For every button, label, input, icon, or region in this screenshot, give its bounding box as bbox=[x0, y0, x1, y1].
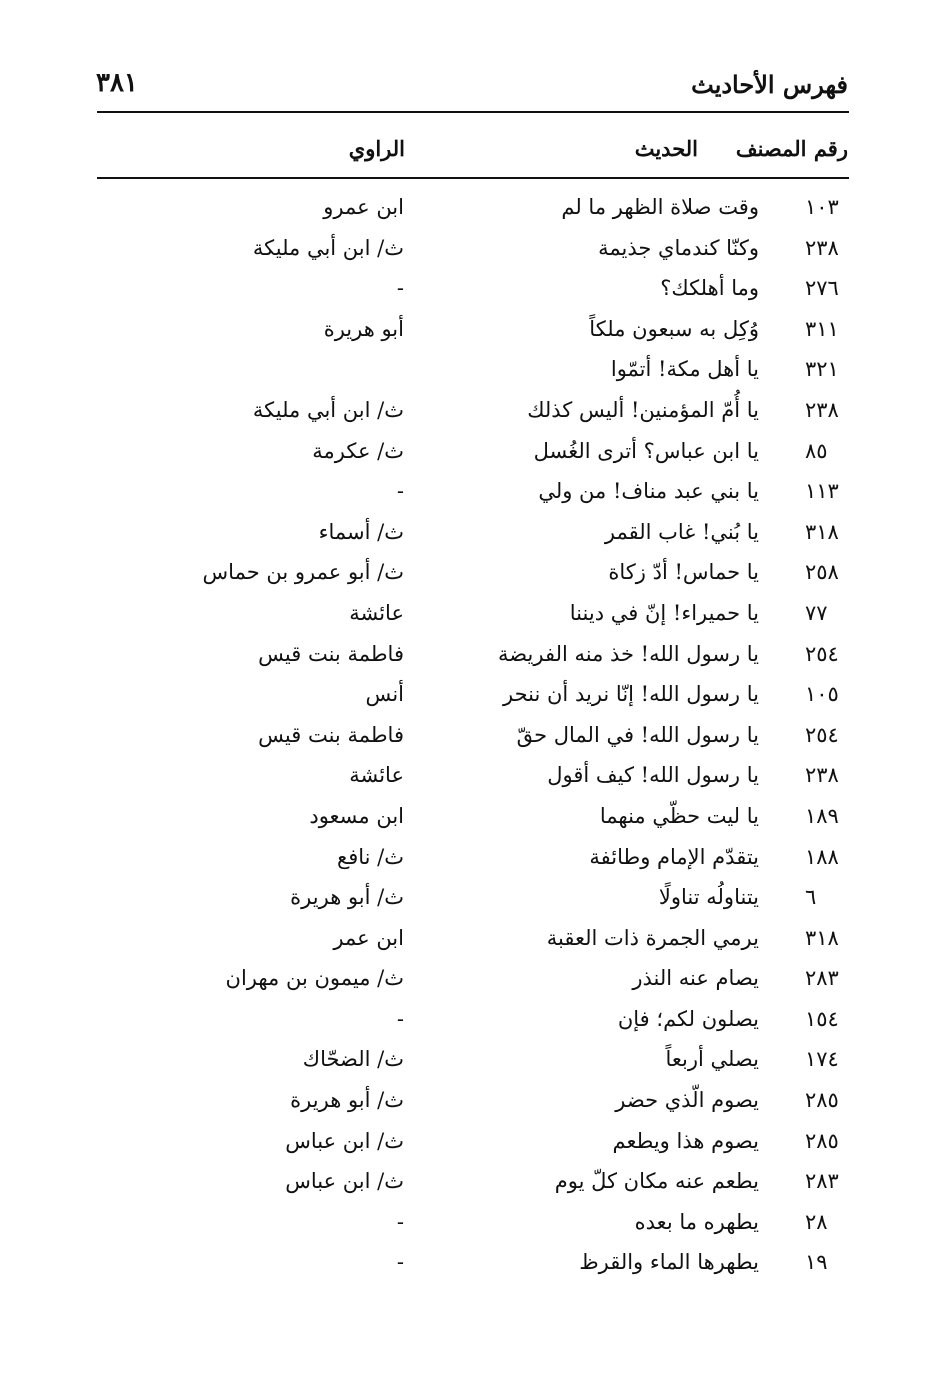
index-row bbox=[97, 1081, 849, 1122]
page-number: ٣٨١ bbox=[96, 68, 138, 98]
header-rule bbox=[97, 111, 849, 113]
row-hadith: يا ليت حظّي منهما bbox=[599, 803, 759, 828]
row-hadith: يتقدّم الإمام وطائفة bbox=[589, 844, 759, 869]
row-hadith: وما أهلكك؟ bbox=[660, 276, 759, 301]
row-number: ١٨٩ bbox=[805, 803, 839, 828]
index-row bbox=[97, 553, 849, 594]
column-header-hadith: الحديث bbox=[634, 136, 698, 161]
index-row bbox=[97, 391, 849, 432]
row-narrator: عائشة bbox=[349, 600, 404, 625]
row-hadith: وُكِل به سبعون ملكاً bbox=[589, 316, 759, 341]
hadith-index-list bbox=[97, 188, 849, 1284]
row-hadith: يصلون لكم؛ فإن bbox=[617, 1006, 759, 1031]
row-number: ١٧٤ bbox=[805, 1047, 839, 1072]
row-hadith: يا رسول الله! خذ منه الفريضة bbox=[498, 641, 759, 666]
row-number: ٧٧ bbox=[805, 600, 828, 625]
row-number: ٢٨٣ bbox=[805, 1169, 839, 1194]
row-narrator: ث/ ابن أبي مليكة bbox=[252, 397, 404, 422]
row-hadith: يطهره ما بعده bbox=[634, 1209, 759, 1234]
row-narrator: فاطمة بنت قيس bbox=[258, 722, 404, 747]
index-row bbox=[97, 350, 849, 391]
row-number: ١٠٣ bbox=[805, 195, 839, 219]
index-row bbox=[97, 472, 849, 513]
row-number: ١٥٤ bbox=[805, 1006, 839, 1031]
row-number: ١١٣ bbox=[805, 479, 839, 504]
row-narrator: ث/ ميمون بن مهران bbox=[225, 966, 404, 991]
row-hadith: يا بني عبد مناف! من ولي bbox=[538, 479, 759, 504]
index-row bbox=[97, 269, 849, 310]
row-hadith: يصام عنه النذر bbox=[632, 966, 759, 991]
row-narrator: أنس bbox=[365, 682, 404, 707]
row-narrator: ث/ نافع bbox=[337, 844, 404, 869]
index-row bbox=[97, 959, 849, 1000]
row-number: ٢٣٨ bbox=[805, 397, 839, 422]
row-number: ٨٥ bbox=[805, 438, 828, 463]
row-hadith: يتناولُه تناولًا bbox=[658, 885, 759, 910]
row-narrator: ث/ الضحّاك bbox=[302, 1047, 404, 1072]
row-hadith: يا أهل مكة! أتمّوا bbox=[610, 357, 759, 382]
row-hadith: يا حماس! أدّ زكاة bbox=[608, 560, 759, 585]
index-row bbox=[97, 1243, 849, 1284]
row-number: ٣١٨ bbox=[805, 925, 839, 950]
row-narrator: ث/ أبو عمرو بن حماس bbox=[202, 560, 404, 585]
row-number: ٢٣٨ bbox=[805, 763, 839, 788]
index-row bbox=[97, 716, 849, 757]
row-number: ١٨٨ bbox=[805, 844, 839, 869]
row-hadith: يصلي أربعاً bbox=[665, 1047, 759, 1072]
index-row bbox=[97, 1122, 849, 1163]
row-hadith: وقت صلاة الظهر ما لم bbox=[561, 195, 759, 219]
row-narrator: ث/ ابن عباس bbox=[285, 1169, 404, 1194]
column-header-number: رقم المصنف bbox=[735, 136, 848, 161]
row-number: ٢٨٥ bbox=[805, 1128, 839, 1153]
index-row bbox=[97, 432, 849, 473]
index-row bbox=[97, 797, 849, 838]
row-narrator: - bbox=[396, 1250, 404, 1275]
row-narrator: ث/ ابن عباس bbox=[285, 1128, 404, 1153]
index-row bbox=[97, 188, 849, 229]
column-header-narrator: الراوي bbox=[348, 136, 405, 161]
index-row bbox=[97, 513, 849, 554]
index-row bbox=[97, 919, 849, 960]
running-title: فهرس الأحاديث bbox=[691, 70, 848, 99]
index-row bbox=[97, 878, 849, 919]
row-number: ١٩ bbox=[805, 1250, 828, 1275]
row-hadith: يا بُني! غاب القمر bbox=[604, 519, 759, 544]
row-number: ٣٢١ bbox=[805, 357, 839, 382]
index-row bbox=[97, 310, 849, 351]
row-hadith: يصوم الّذي حضر bbox=[615, 1088, 759, 1113]
row-hadith: يا رسول الله! في المال حقّ bbox=[516, 722, 759, 747]
row-narrator: - bbox=[396, 276, 404, 301]
row-narrator: - bbox=[396, 479, 404, 504]
row-narrator: ث/ ابن أبي مليكة bbox=[252, 235, 404, 260]
row-hadith: يا أُمّ المؤمنين! أليس كذلك bbox=[527, 397, 759, 422]
index-row bbox=[97, 1040, 849, 1081]
row-hadith: يا حميراء! إنّ في ديننا bbox=[569, 600, 759, 625]
row-narrator: ث/ أبو هريرة bbox=[290, 885, 404, 910]
index-row bbox=[97, 594, 849, 635]
row-hadith: يطهرها الماء والقرظ bbox=[579, 1250, 759, 1275]
row-hadith: وكنّا كندماي جذيمة bbox=[598, 235, 759, 260]
row-narrator: ث/ أبو هريرة bbox=[290, 1088, 404, 1113]
row-narrator: - bbox=[396, 1209, 404, 1234]
row-number: ١٠٥ bbox=[805, 682, 839, 707]
row-number: ٢٥٤ bbox=[805, 641, 839, 666]
row-narrator: عائشة bbox=[349, 763, 404, 788]
index-row bbox=[97, 756, 849, 797]
row-hadith: يرمي الجمرة ذات العقبة bbox=[546, 925, 759, 950]
row-hadith: يطعم عنه مكان كلّ يوم bbox=[554, 1169, 759, 1194]
row-number: ٢٥٤ bbox=[805, 722, 839, 747]
row-number: ٢٨٣ bbox=[805, 966, 839, 991]
row-number: ٢٨٥ bbox=[805, 1088, 839, 1113]
row-number: ٢٧٦ bbox=[805, 276, 839, 301]
row-number: ٦ bbox=[805, 885, 817, 910]
row-number: ٣١٨ bbox=[805, 519, 839, 544]
index-row bbox=[97, 229, 849, 270]
row-narrator: أبو هريرة bbox=[323, 316, 404, 341]
row-number: ٣١١ bbox=[805, 316, 839, 341]
index-row bbox=[97, 1000, 849, 1041]
row-hadith: يا ابن عباس؟ أترى الغُسل bbox=[533, 438, 759, 463]
running-head bbox=[96, 66, 848, 110]
row-hadith: يصوم هذا ويطعم bbox=[612, 1128, 759, 1153]
row-hadith: يا رسول الله! إنّا نريد أن ننحر bbox=[503, 682, 759, 707]
row-narrator: - bbox=[396, 1006, 404, 1031]
index-row bbox=[97, 838, 849, 879]
index-row bbox=[97, 1203, 849, 1244]
row-number: ٢٨ bbox=[805, 1209, 828, 1234]
column-header-rule bbox=[97, 177, 849, 179]
index-row bbox=[97, 675, 849, 716]
row-narrator: ث/ أسماء bbox=[318, 519, 404, 544]
row-narrator: ابن عمرو bbox=[323, 195, 404, 219]
row-number: ٢٣٨ bbox=[805, 235, 839, 260]
index-row bbox=[97, 635, 849, 676]
row-narrator: فاطمة بنت قيس bbox=[258, 641, 404, 666]
row-narrator: ابن مسعود bbox=[309, 803, 404, 828]
index-row bbox=[97, 1162, 849, 1203]
row-narrator: ث/ عكرمة bbox=[312, 438, 404, 463]
row-number: ٢٥٨ bbox=[805, 560, 839, 585]
row-hadith: يا رسول الله! كيف أقول bbox=[547, 763, 759, 788]
row-narrator: ابن عمر bbox=[333, 925, 404, 950]
